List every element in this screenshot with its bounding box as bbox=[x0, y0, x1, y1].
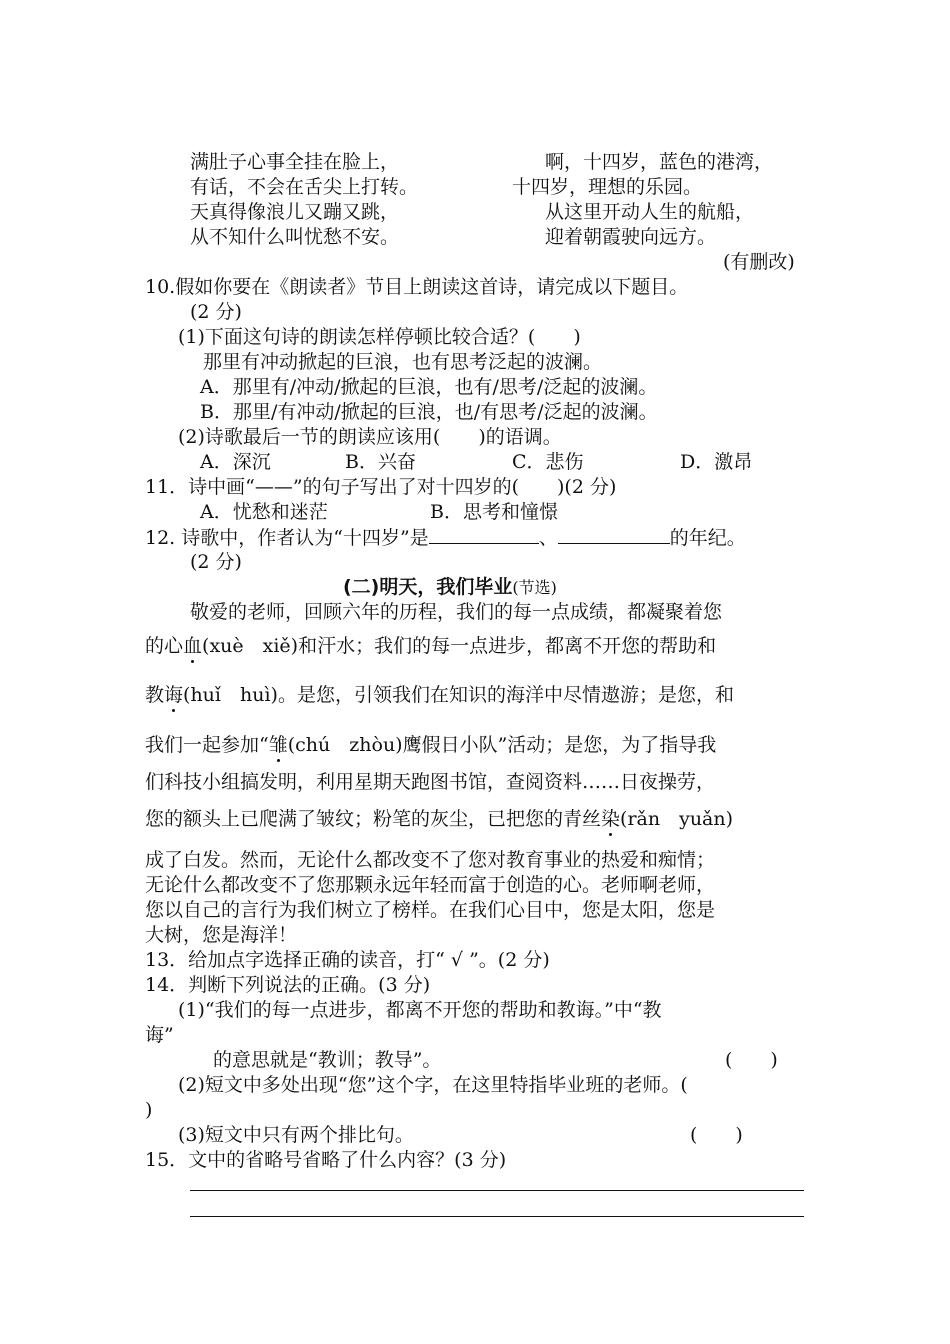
passage-line-9: 您以自己的言行为我们树立了榜样。在我们心目中，您是太阳，您是 bbox=[145, 899, 716, 921]
dotted-char-chu: 雏 bbox=[268, 734, 288, 756]
poem-right-line-2: 十四岁，理想的乐园。 bbox=[512, 176, 703, 198]
q10-sub2: (2)诗歌最后一节的朗读应该用( )的语调。 bbox=[178, 426, 562, 448]
passage-title bbox=[343, 575, 557, 600]
q14-sub1-line-1: (1)“我们的每一点进步，都离不开您的帮助和教诲。”中“教 bbox=[178, 999, 662, 1021]
poem-right-line-3: 从这里开动人生的航船， bbox=[545, 201, 755, 223]
passage-line-2: 的心血(xuè xiě)和汗水；我们的每一点进步，都离不开您的帮助和 bbox=[145, 635, 717, 657]
q10-score: (2 分) bbox=[190, 301, 242, 323]
passage-line-8: 无论什么都改变不了您那颗永远年轻而富于创造的心。老师啊老师， bbox=[145, 874, 716, 896]
passage-line-5: 们科技小组搞发明，利用星期天跑图书馆，查阅资料……日夜操劳， bbox=[145, 771, 716, 793]
q10-sub1-line: 那里有冲动掀起的巨浪，也有思考泛起的波澜。 bbox=[203, 351, 603, 373]
q11-option-b: B．思考和憧憬 bbox=[430, 501, 558, 523]
q11-option-a: A．忧愁和迷茫 bbox=[200, 501, 328, 523]
q10-sub2-option-c: C．悲伤 bbox=[512, 451, 584, 473]
q12-score: (2 分) bbox=[190, 551, 242, 573]
poem-right-line-4: 迎着朝霞驶向远方。 bbox=[545, 226, 717, 248]
dotted-char-ran: 染 bbox=[601, 808, 621, 830]
poem-left-line-4: 从不知什么叫忧愁不安。 bbox=[190, 226, 400, 248]
q14-sub2-line-2: ) bbox=[145, 1099, 153, 1121]
passage-title-note: (节选) bbox=[512, 578, 557, 597]
passage-line-4: 我们一起参加“雏(chú zhòu)鹰假日小队”活动；是您，为了指导我 bbox=[145, 734, 717, 756]
q12-stem-start: 12. 诗歌中，作者认为“十四岁”是 bbox=[145, 527, 429, 549]
q10-sub2-option-d: D．激昂 bbox=[680, 451, 753, 473]
dotted-char-xue: 血 bbox=[183, 635, 203, 657]
dotted-char-hui: 诲 bbox=[164, 684, 184, 706]
q10-sub1-option-b: B．那里/有冲动/掀起的巨浪，也/有思考/泛起的波澜。 bbox=[200, 401, 658, 423]
q12-answer-blank-2[interactable] bbox=[558, 525, 670, 544]
q10-sub1-option-a: A．那里有/冲动/掀起的巨浪，也有/思考/泛起的波澜。 bbox=[200, 376, 658, 398]
q10-sub2-option-a: A．深沉 bbox=[200, 451, 271, 473]
poem-left-line-1: 满肚子心事全挂在脸上， bbox=[190, 151, 400, 173]
q10-stem: 10.假如你要在《朗读者》节目上朗读这首诗，请完成以下题目。 bbox=[145, 276, 689, 298]
poem-right-line-1: 啊，十四岁，蓝色的港湾， bbox=[545, 151, 774, 173]
q14-stem: 14．判断下列说法的正确。(3 分) bbox=[145, 974, 431, 996]
poem-source-note: (有删改) bbox=[723, 251, 795, 273]
q15-answer-line-1[interactable] bbox=[190, 1190, 804, 1191]
poem-left-line-3: 天真得像浪儿又蹦又跳， bbox=[190, 201, 400, 223]
q14-sub3-answer-paren[interactable]: ( ) bbox=[690, 1124, 743, 1146]
q15-answer-line-2[interactable] bbox=[190, 1216, 804, 1217]
q10-sub2-option-b: B．兴奋 bbox=[345, 451, 416, 473]
q14-sub1-line-2: 诲” bbox=[145, 1024, 174, 1046]
passage-title-text: (二)明天，我们毕业 bbox=[343, 576, 513, 598]
passage-line-1: 敬爱的老师，回顾六年的历程，我们的每一点成绩，都凝聚着您 bbox=[190, 601, 723, 623]
q11-stem: 11．诗中画“——”的句子写出了对十四岁的( )(2 分) bbox=[145, 476, 617, 498]
q14-sub2-line-1: (2)短文中多处出现“您”这个字，在这里特指毕业班的老师。( bbox=[178, 1074, 688, 1096]
q15-stem: 15．文中的省略号省略了什么内容？(3 分) bbox=[145, 1149, 507, 1171]
passage-line-7: 成了白发。然而，无论什么都改变不了您对教育事业的热爱和痴情； bbox=[145, 849, 716, 871]
q14-sub3: (3)短文中只有两个排比句。 bbox=[178, 1124, 414, 1146]
q13-stem: 13．给加点字选择正确的读音，打“ √ ”。(2 分) bbox=[145, 949, 550, 971]
q14-sub1-answer-paren[interactable]: ( ) bbox=[725, 1049, 778, 1071]
passage-line-6: 您的额头上已爬满了皱纹；粉笔的灰尘，已把您的青丝染(rǎn yuǎn) bbox=[145, 808, 734, 830]
q12-stem-end: 的年纪。 bbox=[669, 527, 746, 549]
q14-sub1-line-3: 的意思就是“教训；教导”。 bbox=[213, 1049, 442, 1071]
q12-separator: 、 bbox=[538, 527, 558, 549]
q10-sub1: (1)下面这句诗的朗读怎样停顿比较合适？( ) bbox=[178, 326, 581, 348]
passage-line-10: 大树，您是海洋！ bbox=[145, 924, 298, 946]
poem-left-line-2: 有话，不会在舌尖上打转。 bbox=[190, 176, 419, 198]
passage-line-3: 教诲(huǐ huì)。是您，引领我们在知识的海洋中尽情遨游；是您，和 bbox=[145, 684, 734, 706]
q12-answer-blank-1[interactable] bbox=[429, 525, 539, 544]
q12-stem bbox=[145, 525, 746, 550]
